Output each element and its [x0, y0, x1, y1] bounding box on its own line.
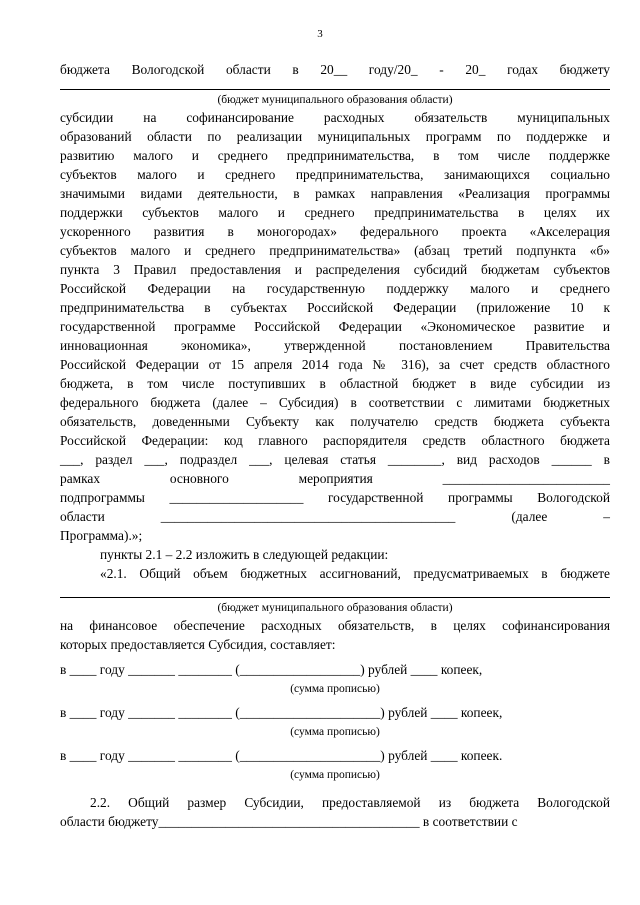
text-line: Российской Федерации: код главного распорядителя средств областного бюджета	[60, 433, 610, 448]
text-line: субъектов малого и среднего предпринимательства, занимающихся социально	[60, 167, 610, 182]
text-line: федерального бюджета (далее – Субсидия) в соответствии с лимитами бюджетных	[60, 395, 610, 410]
text-line: предпринимательства в субъектах Российской Федерации (приложение 10 к	[60, 300, 610, 315]
blank-line	[60, 81, 610, 90]
amount-line: в ____ году _______ ________ (__________________) рублей ____ копеек,	[60, 662, 483, 677]
document-body	[60, 60, 610, 831]
text-line: обязательств, доведенными Субъекту как получателю средств бюджета субъекта	[60, 414, 610, 429]
field-caption: (бюджет муниципального образования области)	[217, 602, 453, 614]
text-line: бюджета Вологодской области в 20__ году/20_ - 20_ годах бюджету	[60, 62, 610, 77]
text-line: образований области по реализации муниципальных программ по поддержке и	[60, 129, 610, 144]
amount-line: в ____ году _______ ________ (_____________________) рублей ____ копеек,	[60, 705, 503, 720]
text-line: «2.1. Общий объем бюджетных ассигнований, предусматриваемых в бюджете	[100, 566, 610, 581]
text-line: области ____________________________________________ (далее –	[60, 509, 610, 524]
text-line: которых предоставляется Субсидия, составляет:	[60, 637, 336, 652]
text-line: поддержки субъектов малого и среднего предпринимательства в целях их	[60, 205, 610, 220]
text-line: бюджета, в том числе поступивших в областной бюджет в виде субсидии из	[60, 376, 610, 391]
text-line: 2.2. Общий размер Субсидии, предоставляемой из бюджета Вологодской	[90, 795, 610, 810]
text-line: субъектов малого и среднего предпринимательства» (абзац третий подпункта «б»	[60, 243, 610, 258]
text-line: значимыми видами деятельности, в рамках направления «Реализация программы	[60, 186, 610, 201]
text-line: подпрограммы ____________________ государственной программы Вологодской	[60, 490, 610, 505]
text-line: пункты 2.1 – 2.2 изложить в следующей редакции:	[100, 547, 389, 562]
text-line: Программа).»;	[60, 528, 143, 543]
text-line: ускоренного развития в моногородах» федерального проекта «Акселерация	[60, 224, 610, 239]
text-line: пункта 3 Правил предоставления и распределения субсидий бюджетам субъектов	[60, 262, 610, 277]
text-line: субсидии на софинансирование расходных обязательств муниципальных	[60, 110, 610, 125]
paragraph-subsidy	[60, 108, 610, 526]
text-line: на финансовое обеспечение расходных обязательств, в целях софинансирования	[60, 618, 610, 633]
amount-line: в ____ году _______ ________ (_____________________) рублей ____ копеек.	[60, 748, 503, 763]
text-line: ___, раздел ___, подраздел ___, целевая статья ________, вид расходов ______ в	[60, 452, 610, 467]
field-caption: (сумма прописью)	[290, 726, 380, 738]
text-line: развитию малого и среднего предпринимательства, в том числе поддержке	[60, 148, 610, 163]
text-line: Российской Федерации от 15 апреля 2014 года № 316), за счет средств областного	[60, 357, 610, 372]
text-line: области бюджету_______________________________________ в соответствии с	[60, 814, 518, 829]
field-caption: (сумма прописью)	[290, 683, 380, 695]
page-number: 3	[317, 28, 323, 40]
blank-line	[60, 585, 610, 598]
field-caption: (сумма прописью)	[290, 769, 380, 781]
field-caption: (бюджет муниципального образования области)	[217, 94, 453, 106]
text-line: государственной программе Российской Федерации «Экономическое развитие и	[60, 319, 610, 334]
text-line: Российской Федерации на государственную поддержку малого и среднего	[60, 281, 610, 296]
text-line: рамках основного мероприятия _________________________	[60, 471, 610, 486]
text-line: инновационная экономика», утвержденной постановлением Правительства	[60, 338, 610, 353]
